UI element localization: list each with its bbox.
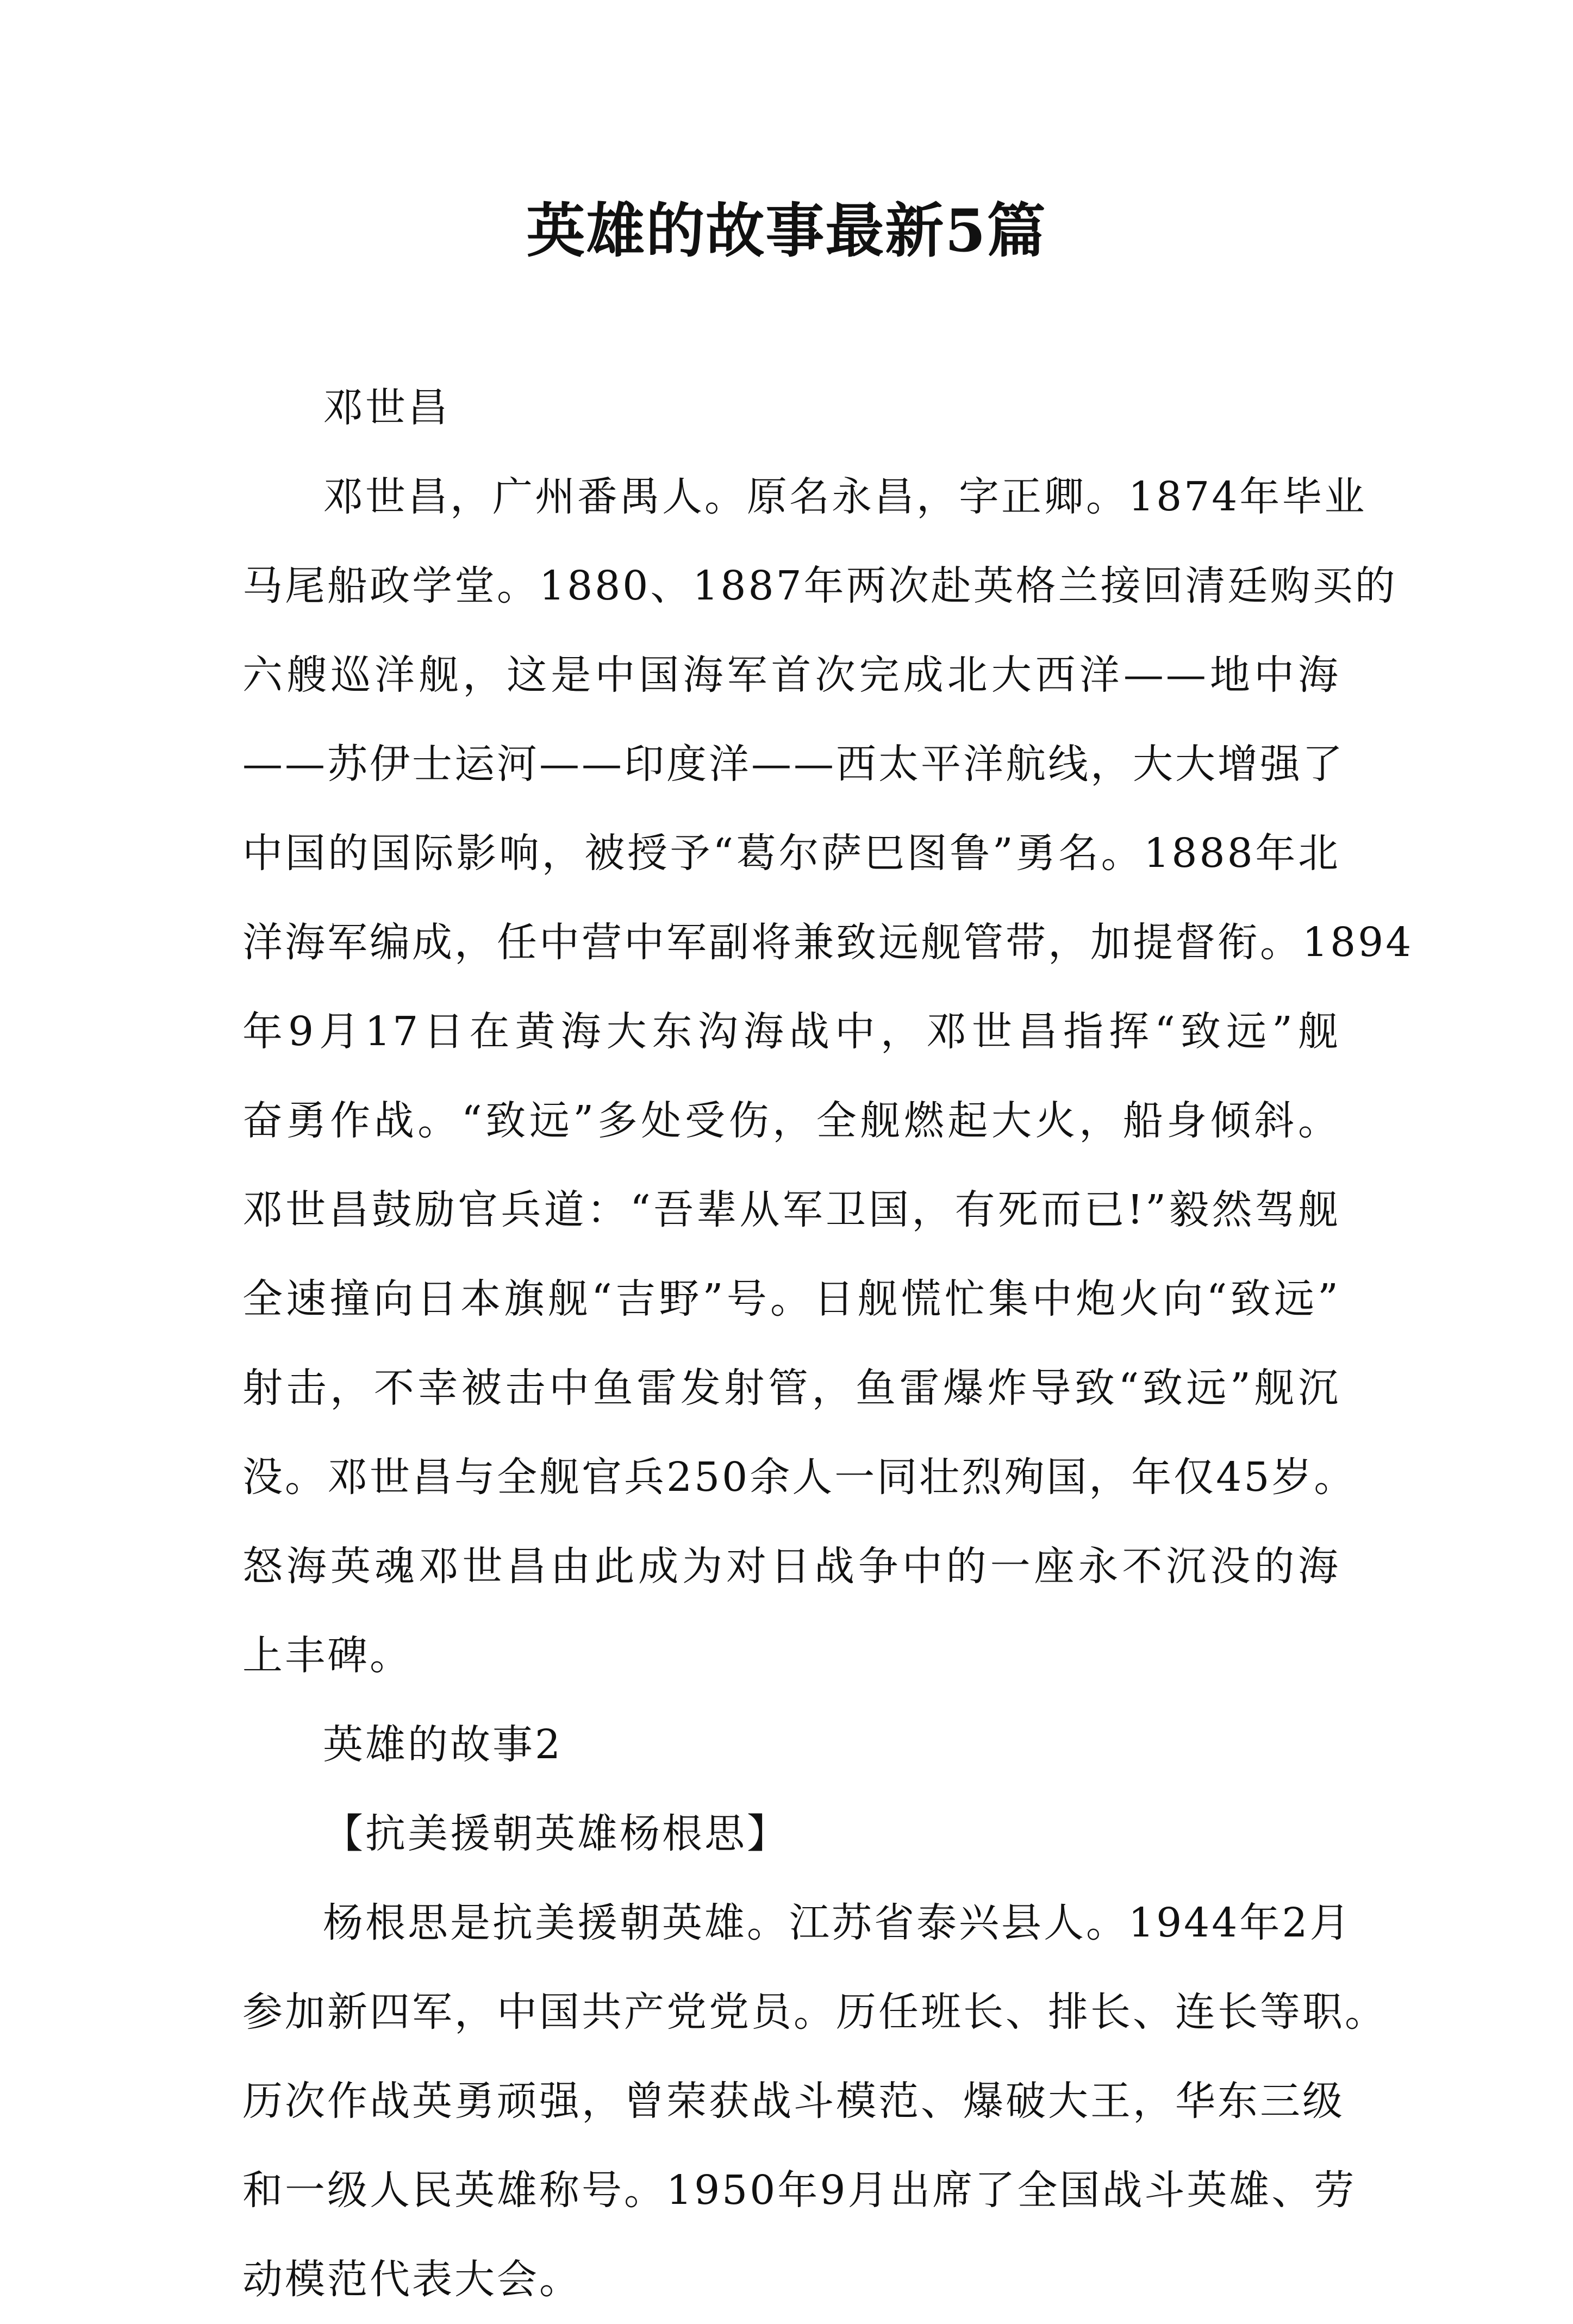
text-line: 六艘巡洋舰，这是中国海军首次完成北大西洋——地中海 xyxy=(242,652,1340,698)
text-line: 【抗美援朝英雄杨根思】 xyxy=(323,1810,789,1857)
text-line: 马尾船政学堂。1880、1887年两次赴英格兰接回清廷购买的 xyxy=(242,563,1397,609)
text-line: 参加新四军，中国共产党党员。历任班长、排长、连长等职。 xyxy=(242,1989,1387,2035)
text-line: 邓世昌鼓励官兵道：“吾辈从军卫国，有死而已!”毅然驾舰 xyxy=(242,1186,1340,1233)
text-line: 中国的国际影响，被授予“葛尔萨巴图鲁”勇名。1888年北 xyxy=(242,830,1340,877)
text-line: 年9月17日在黄海大东沟海战中，邓世昌指挥“致远”舰 xyxy=(242,1008,1340,1055)
text-line: 和一级人民英雄称号。1950年9月出席了全国战斗英雄、劳 xyxy=(242,2167,1357,2214)
text-line: 怒海英魂邓世昌由此成为对日战争中的一座永不沉没的海 xyxy=(242,1543,1340,1590)
text-line: 动模范代表大会。 xyxy=(242,2256,582,2303)
text-line: 历次作战英勇顽强，曾荣获战斗模范、爆破大王，华东三级 xyxy=(242,2078,1345,2125)
text-line: 奋勇作战。“致远”多处受伤，全舰燃起大火，船身倾斜。 xyxy=(242,1097,1340,1144)
text-line: 邓世昌，广州番禺人。原名永昌，字正卿。1874年毕业 xyxy=(323,473,1367,520)
text-line: 没。邓世昌与全舰官兵250余人一同壮烈殉国，年仅45岁。 xyxy=(242,1454,1357,1501)
text-line: 上丰碑。 xyxy=(242,1632,412,1679)
text-line: 英雄的故事2 xyxy=(323,1721,563,1768)
text-line: 洋海军编成，任中营中军副将兼致远舰管带，加提督衔。1894 xyxy=(242,919,1414,966)
document-title: 英雄的故事最新5篇 xyxy=(526,197,1047,265)
text-line: 射击，不幸被击中鱼雷发射管，鱼雷爆炸导致“致远”舰沉 xyxy=(242,1365,1340,1411)
text-line: ——苏伊士运河——印度洋——西太平洋航线，大大增强了 xyxy=(242,741,1345,788)
text-line: 全速撞向日本旗舰“吉野”号。日舰慌忙集中炮火向“致远” xyxy=(242,1276,1340,1322)
text-line: 杨根思是抗美援朝英雄。江苏省泰兴县人。1944年2月 xyxy=(323,1900,1352,1946)
document-body xyxy=(242,363,1414,2324)
text-line: 邓世昌 xyxy=(323,384,450,431)
